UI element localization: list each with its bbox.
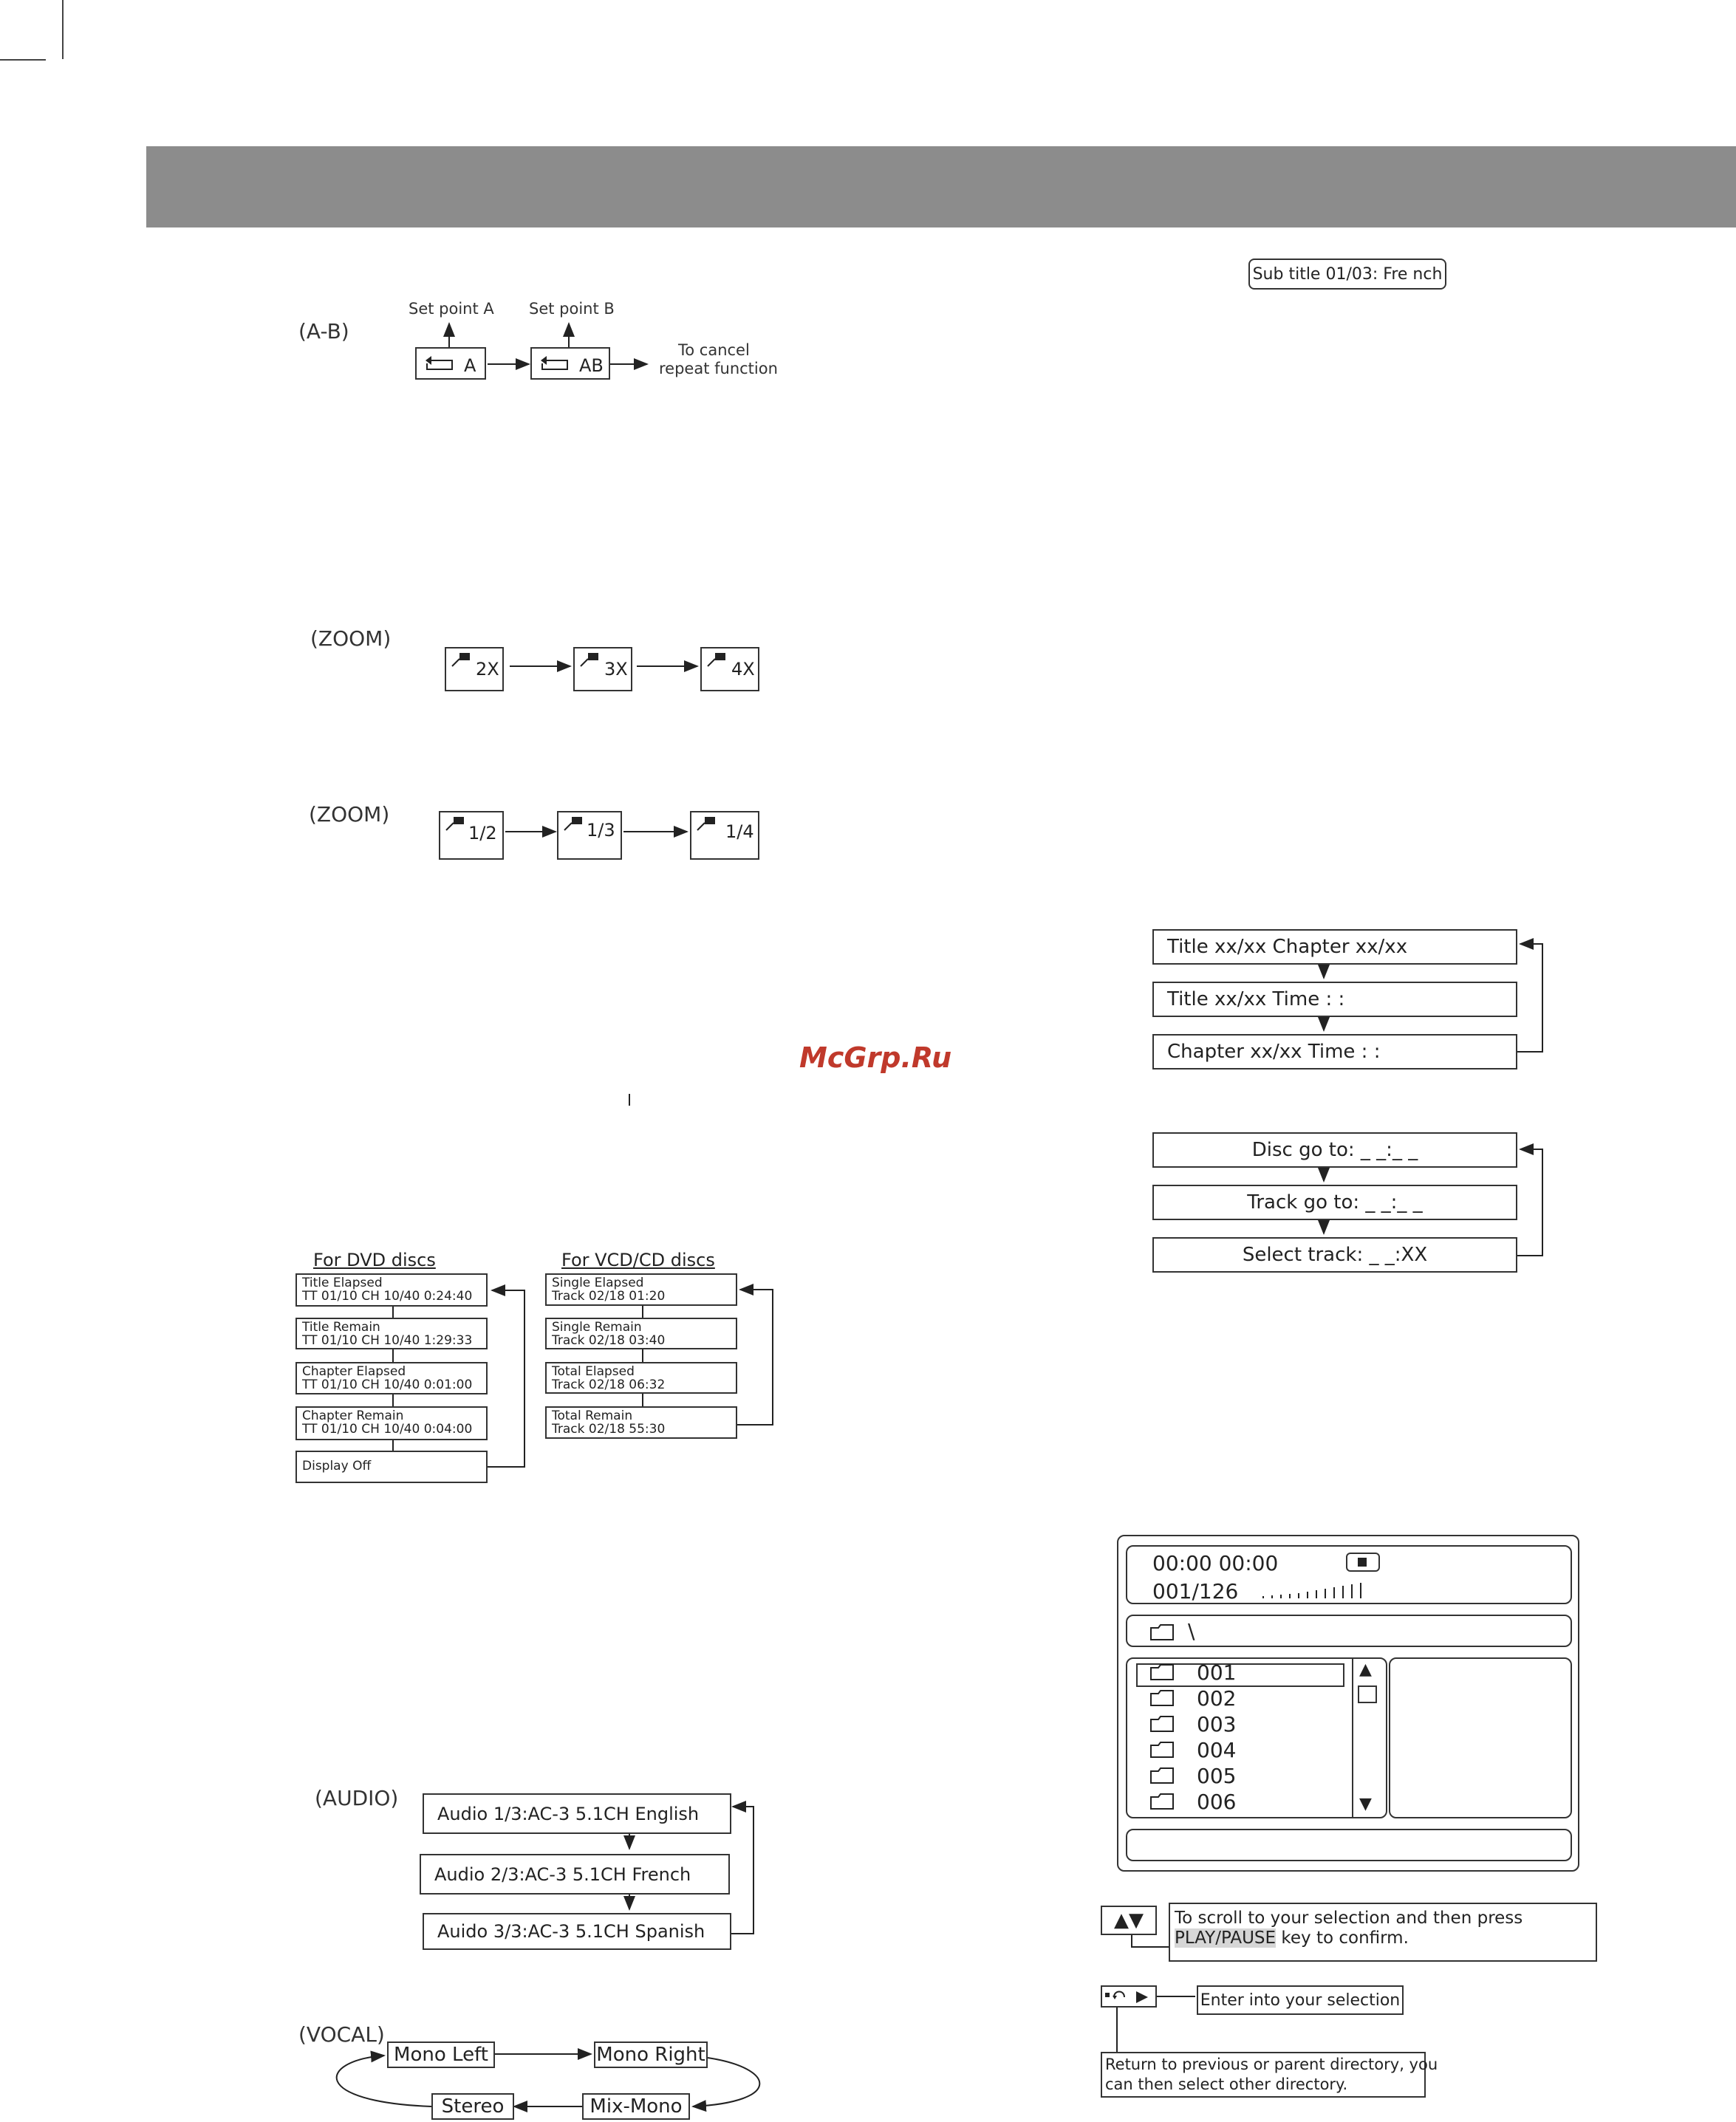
title-chapter-display: Title xx/xx Chapter xx/xx (1152, 929, 1517, 965)
audio-option-1: Audio 1/3:AC-3 5.1CH English (423, 1793, 731, 1834)
folder-icon (1149, 1663, 1175, 1681)
zoom-icon (579, 651, 600, 669)
return-enter-keys (1101, 1985, 1157, 2008)
watermark: McGrp.Ru (799, 1041, 952, 1074)
audio-option-2: Audio 2/3:AC-3 5.1CH French (420, 1854, 730, 1895)
cancel-line2: repeat function (659, 360, 778, 377)
zoom-3x-box (573, 647, 632, 691)
zoom-4x-box (700, 647, 759, 691)
zoom-2x-text: 2X (476, 659, 499, 680)
scroll-down-icon[interactable]: ▼ (1359, 1795, 1372, 1813)
zoom-2x-box (445, 647, 504, 691)
dvd-heading: For DVD discs (313, 1250, 436, 1270)
repeat-a-box (415, 347, 486, 380)
chapter-time-display: Chapter xx/xx Time : : (1152, 1034, 1517, 1069)
vcd-single-remain: Single Remain Track 02/18 03:40 (545, 1318, 737, 1349)
folder-icon (1149, 1741, 1175, 1759)
list-item[interactable]: 001 (1149, 1663, 1175, 1684)
dvd-title-remain: Title Remain TT 01/10 CH 10/40 1:29:33 (295, 1318, 488, 1349)
list-item[interactable]: 002 (1149, 1689, 1175, 1710)
folder-icon (1149, 1793, 1175, 1810)
track-goto-display: Track go to: _ _:_ _ (1152, 1185, 1517, 1220)
vocal-mix-mono: Mix-Mono (582, 2093, 690, 2120)
info-bar (1126, 1829, 1572, 1861)
status-panel (1126, 1545, 1572, 1604)
repeat-ab-box (530, 347, 610, 380)
scrollbar-divider (1352, 1659, 1353, 1817)
audio-option-3: Auido 3/3:AC-3 5.1CH Spanish (423, 1913, 731, 1950)
select-track-display: Select track: _ _:XX (1152, 1237, 1517, 1273)
zoom-icon (696, 815, 717, 833)
repeat-icon (423, 355, 459, 374)
preview-panel (1389, 1657, 1572, 1818)
folder-icon (1149, 1715, 1175, 1733)
cancel-line1: To cancel (678, 341, 750, 359)
subtitle-box: Sub title 01/03: Fre nch (1248, 259, 1446, 290)
zoom-in-label: (ZOOM) (310, 626, 392, 651)
zoom-icon (563, 815, 584, 833)
return-icon (1104, 1988, 1155, 2006)
zoom-icon (445, 815, 465, 833)
repeat-a-text: A (464, 355, 476, 376)
vcd-single-elapsed: Single Elapsed Track 02/18 01:20 (545, 1273, 737, 1306)
vocal-mono-right: Mono Right (594, 2041, 708, 2068)
vcd-total-remain: Total Remain Track 02/18 55:30 (545, 1406, 737, 1439)
zoom-half-text: 1/2 (468, 823, 497, 843)
disc-goto-display: Disc go to: _ _:_ _ (1152, 1132, 1517, 1168)
ab-label: (A-B) (298, 319, 349, 343)
zoom-4x-text: 4X (731, 659, 755, 680)
scrollbar-thumb[interactable] (1358, 1685, 1377, 1703)
zoom-half-box (439, 811, 504, 860)
dvd-chapter-elapsed: Chapter Elapsed TT 01/10 CH 10/40 0:01:00 (295, 1362, 488, 1394)
zoom-quarter-box (690, 811, 759, 860)
vocal-label: (VOCAL) (298, 2022, 385, 2047)
list-item[interactable]: 005 (1149, 1767, 1175, 1787)
list-item[interactable]: 004 (1149, 1741, 1175, 1762)
scroll-up-icon[interactable]: ▲ (1359, 1660, 1372, 1679)
vcd-heading: For VCD/CD discs (561, 1250, 715, 1270)
set-point-a-label: Set point A (409, 300, 494, 318)
scroll-help-text: To scroll to your selection and then press PLAY/PAUSE key to confirm. (1169, 1903, 1597, 1962)
level-meter (1260, 1581, 1371, 1601)
path-bar (1126, 1615, 1572, 1647)
list-item[interactable]: 003 (1149, 1715, 1175, 1736)
repeat-icon (538, 355, 575, 374)
vocal-stereo: Stereo (431, 2093, 514, 2120)
vocal-mono-left: Mono Left (387, 2041, 495, 2068)
file-count: 001/126 (1152, 1579, 1239, 1604)
repeat-ab-text: AB (579, 355, 604, 376)
vcd-total-elapsed: Total Elapsed Track 02/18 06:32 (545, 1362, 737, 1394)
zoom-3x-text: 3X (604, 659, 628, 680)
folder-list (1126, 1657, 1387, 1818)
time-readout: 00:00 00:00 (1152, 1551, 1279, 1575)
dvd-title-elapsed: Title Elapsed TT 01/10 CH 10/40 0:24:40 (295, 1273, 488, 1307)
stop-icon (1346, 1553, 1380, 1572)
return-help-text: Return to previous or parent directory, you can then select other directory. (1101, 2052, 1426, 2098)
zoom-quarter-text: 1/4 (725, 821, 754, 842)
zoom-third-text: 1/3 (587, 820, 615, 841)
zoom-third-box (557, 811, 622, 860)
enter-help-text: Enter into your selection (1197, 1985, 1404, 2015)
folder-icon (1149, 1623, 1175, 1641)
file-browser-screen (1117, 1535, 1579, 1872)
title-time-display: Title xx/xx Time : : (1152, 982, 1517, 1017)
folder-icon (1149, 1767, 1175, 1784)
play-pause-key: PLAY/PAUSE (1175, 1928, 1277, 1948)
zoom-out-label: (ZOOM) (309, 802, 390, 826)
zoom-icon (706, 651, 727, 669)
list-item[interactable]: 006 (1149, 1793, 1175, 1813)
zoom-icon (451, 651, 471, 669)
dvd-chapter-remain: Chapter Remain TT 01/10 CH 10/40 0:04:00 (295, 1406, 488, 1440)
dvd-display-off: Display Off (295, 1451, 488, 1483)
up-down-keys-icon: ▲▼ (1101, 1906, 1157, 1935)
audio-label: (AUDIO) (315, 1786, 399, 1810)
folder-icon (1149, 1689, 1175, 1707)
path-text: \ (1188, 1619, 1195, 1643)
set-point-b-label: Set point B (529, 300, 615, 318)
